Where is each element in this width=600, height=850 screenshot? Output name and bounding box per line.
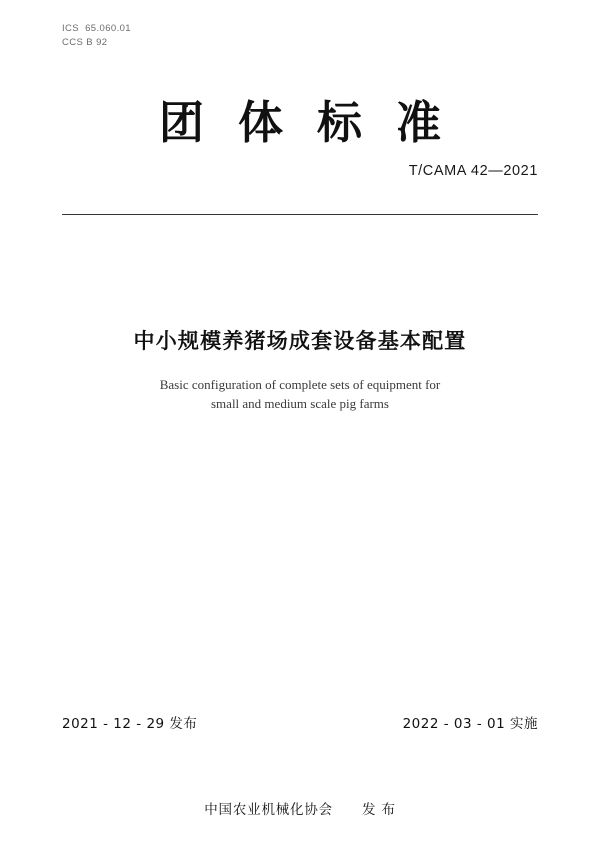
issue-label: 发 布 [362, 802, 396, 818]
issuer-name: 中国农业机械化协会 [204, 802, 333, 818]
classification-codes [62, 22, 131, 50]
ccs-code: CCS B 92 [62, 36, 108, 48]
effective-date: 2022 - 03 - 01 实施 [402, 716, 538, 732]
publisher-row [0, 798, 600, 818]
header-divider [62, 214, 538, 215]
document-title-en-line1: Basic configuration of complete sets of equipment for [159, 377, 441, 392]
standard-number: T/CAMA 42—2021 [408, 163, 538, 179]
document-title-cn: 中小规模养猪场成套设备基本配置 [133, 329, 467, 353]
document-title-en-line2: small and medium scale pig farms [211, 395, 389, 411]
ics-code: ICS 65.060.01 [62, 23, 131, 34]
release-date: 2021 - 12 - 29 发布 [62, 716, 198, 732]
document-title-en [0, 376, 600, 414]
standard-category-title: 团体标准 [158, 96, 475, 149]
date-row [62, 712, 538, 732]
